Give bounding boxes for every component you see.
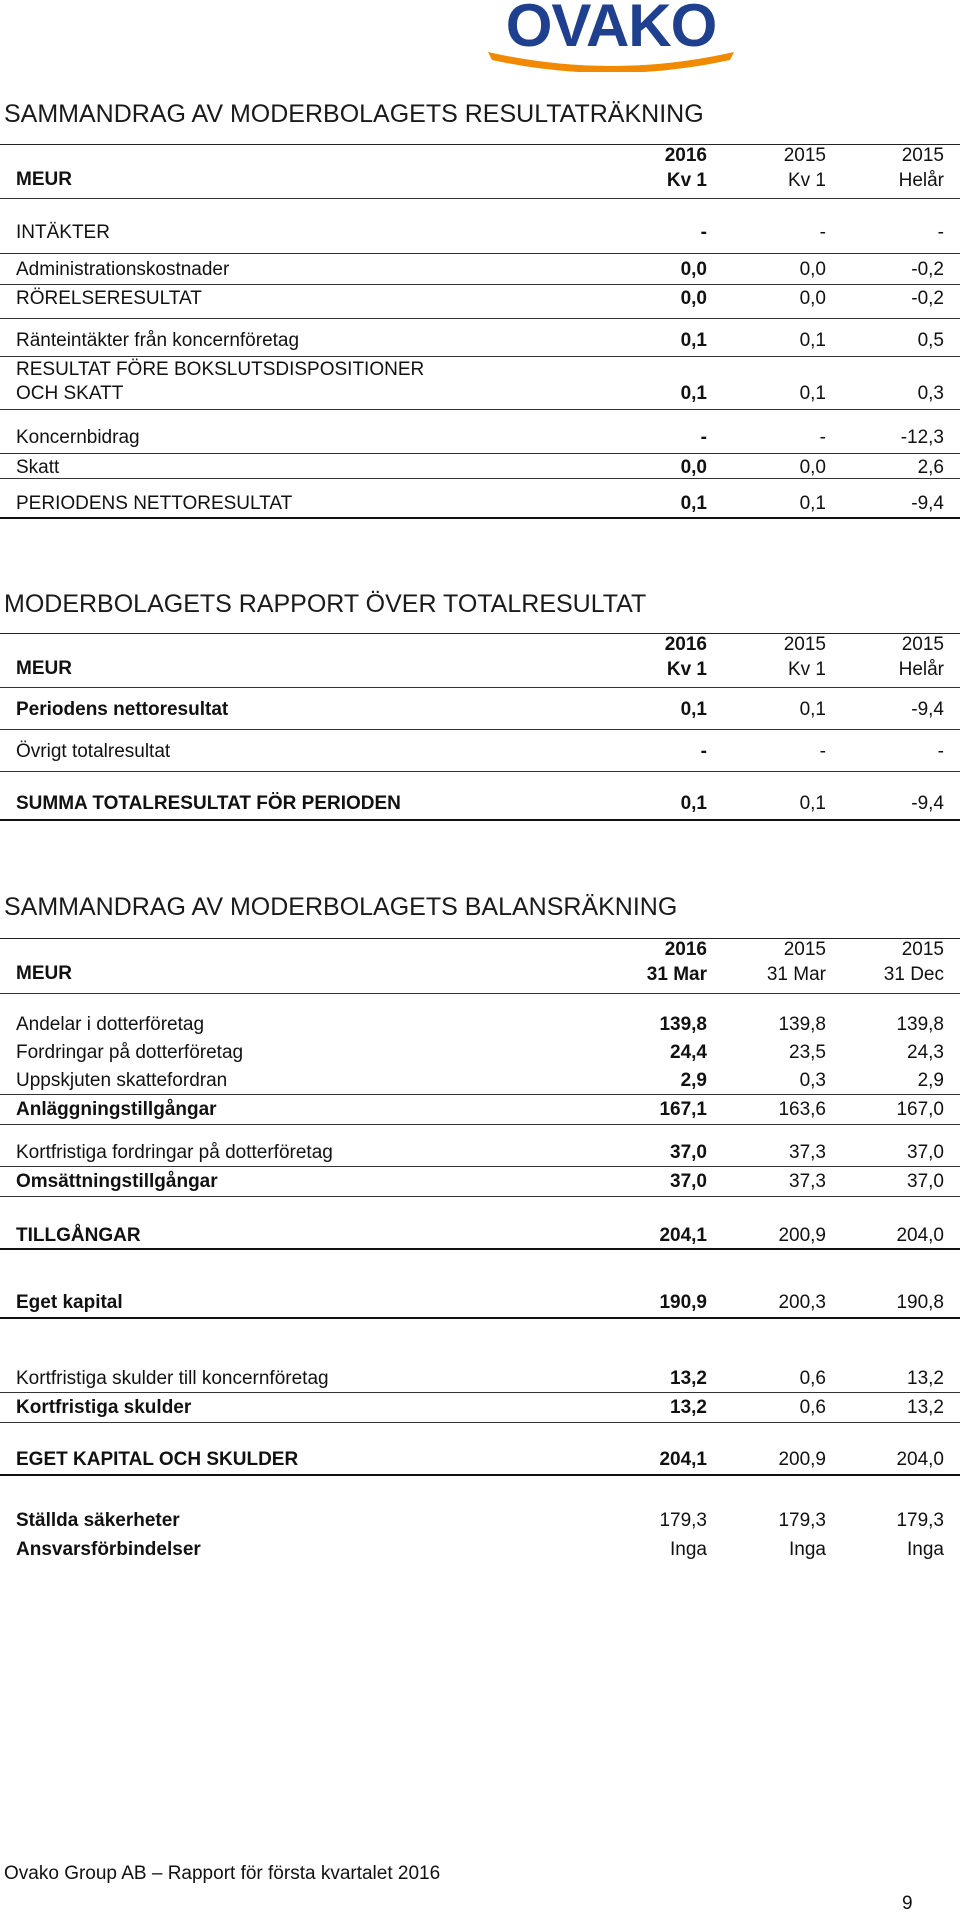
income-header — [0, 144, 960, 205]
total-title: MODERBOLAGETS RAPPORT ÖVER TOTALRESULTAT — [4, 590, 647, 618]
col-2016-kv1: 2016 Kv 1 — [664, 634, 707, 680]
col-2016-kv1: 2016 Kv 1 — [664, 145, 707, 191]
divider — [0, 1248, 960, 1250]
total-header — [0, 633, 960, 694]
divider — [0, 409, 960, 410]
col-2015-31dec: 2015 31 Dec — [883, 939, 944, 985]
balance-header — [0, 938, 960, 999]
divider — [0, 253, 960, 254]
divider — [0, 729, 960, 730]
divider — [0, 1392, 960, 1393]
col-2015-helar: 2015 Helår — [898, 634, 944, 680]
divider — [0, 1094, 960, 1095]
divider — [0, 1474, 960, 1476]
col-2015-31mar: 2015 31 Mar — [766, 939, 826, 985]
page-number: 9 — [902, 1893, 913, 1914]
income-title: SAMMANDRAG AV MODERBOLAGETS RESULTATRÄKNING — [4, 100, 704, 128]
ovako-logo — [474, 0, 748, 72]
divider — [0, 318, 960, 319]
divider — [0, 453, 960, 454]
unit-label: MEUR — [16, 963, 72, 984]
divider — [0, 1422, 960, 1423]
col-2015-helar: 2015 Helår — [898, 145, 944, 191]
divider — [0, 284, 960, 285]
divider — [0, 198, 960, 199]
col-2015-kv1: 2015 Kv 1 — [783, 145, 826, 191]
divider — [0, 771, 960, 772]
divider — [0, 687, 960, 688]
col-2016-31mar: 2016 31 Mar — [646, 939, 707, 985]
logo-text: OVAKO — [505, 0, 717, 59]
balance-title: SAMMANDRAG AV MODERBOLAGETS BALANSRÄKNING — [4, 893, 678, 921]
divider — [0, 819, 960, 821]
divider — [0, 517, 960, 519]
divider — [0, 1166, 960, 1167]
divider — [0, 1124, 960, 1125]
divider — [0, 1317, 960, 1319]
divider — [0, 356, 960, 357]
unit-label: MEUR — [16, 658, 72, 679]
footer-text: Ovako Group AB – Rapport för första kvartalet 2016 — [4, 1863, 441, 1884]
divider — [0, 478, 960, 479]
col-2015-kv1: 2015 Kv 1 — [783, 634, 826, 680]
divider — [0, 1196, 960, 1197]
divider — [0, 993, 960, 994]
unit-label: MEUR — [16, 169, 72, 190]
